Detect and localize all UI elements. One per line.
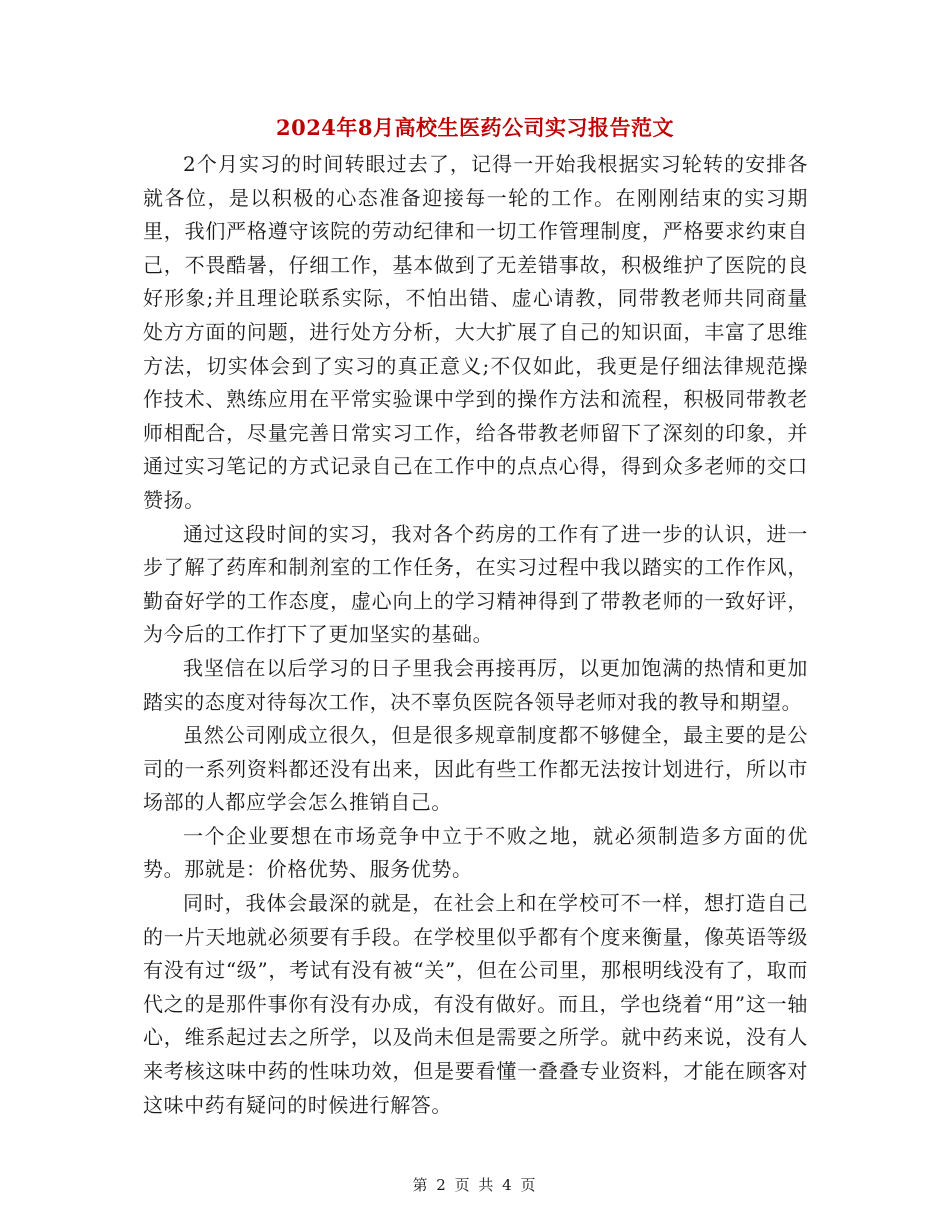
paragraph: 2个月实习的时间转眼过去了，记得一开始我根据实习轮转的安排各就各位，是以积极的心态准备迎接每一轮的工作。在刚刚结束的实习期里，我们严格遵守该院的劳动纪律和一切工作管理制度，严格要求约束自己，不畏酷暑，仔细工作，基本做到了无差错事故，积极维护了医院的良好形象;并且理论联系实际，不怕出错、虚心请教，同带教老师共同商量处方方面的问题，进行处方分析，大大扩展了自己的知识面，丰富了思维方法，切实体会到了实习的真正意义;不仅如此，我更是仔细法律规范操作技术、熟练应用在平常实验课中学到的操作方法和流程，积极同带教老师相配合，尽量完善日常实习工作，给各带教老师留下了深刻的印象，并通过实习笔记的方式记录自己在工作中的点点心得，得到众多老师的交口赞扬。 <box>143 152 808 512</box>
paragraph: 一个企业要想在市场竞争中立于不败之地，就必须制造多方面的优势。那就是：价格优势、服务优势。 <box>143 823 808 882</box>
document-body <box>143 148 808 1122</box>
paragraph: 通过这段时间的实习，我对各个药房的工作有了进一步的认识，进一步了解了药库和制剂室的工作任务，在实习过程中我以踏实的工作作风，勤奋好学的工作态度，虚心向上的学习精神得到了带教老师的一致好评，为今后的工作打下了更加坚实的基础。 <box>143 521 808 647</box>
paragraph: 同时，我体会最深的就是，在社会上和在学校可不一样，想打造自己的一片天地就必须要有手段。在学校里似乎都有个度来衡量，像英语等级有没有过“级”，考试有没有被“关”，但在公司里，那根明线没有了，取而代之的是那件事你有没有办成，有没有做好。而且，学也绕着“用”这一轴心，维系起过去之所学，以及尚未但是需要之所学。就中药来说，没有人来考核这味中药的性味功效，但是要看懂一叠叠专业资料，才能在顾客对这味中药有疑问的时候进行解答。 <box>143 891 808 1117</box>
paragraph: 我坚信在以后学习的日子里我会再接再厉，以更加饱满的热情和更加踏实的态度对待每次工作，决不辜负医院各领导老师对我的教导和期望。 <box>143 655 808 714</box>
paragraph: 虽然公司刚成立很久，但是很多规章制度都不够健全，最主要的是公司的一系列资料都还没有出来，因此有些工作都无法按计划进行，所以市场部的人都应学会怎么推销自己。 <box>143 723 808 815</box>
page-number-footer: 第 2 页 共 4 页 <box>412 1176 538 1194</box>
document-title: 2024年8月高校生医药公司实习报告范文 <box>275 115 675 140</box>
